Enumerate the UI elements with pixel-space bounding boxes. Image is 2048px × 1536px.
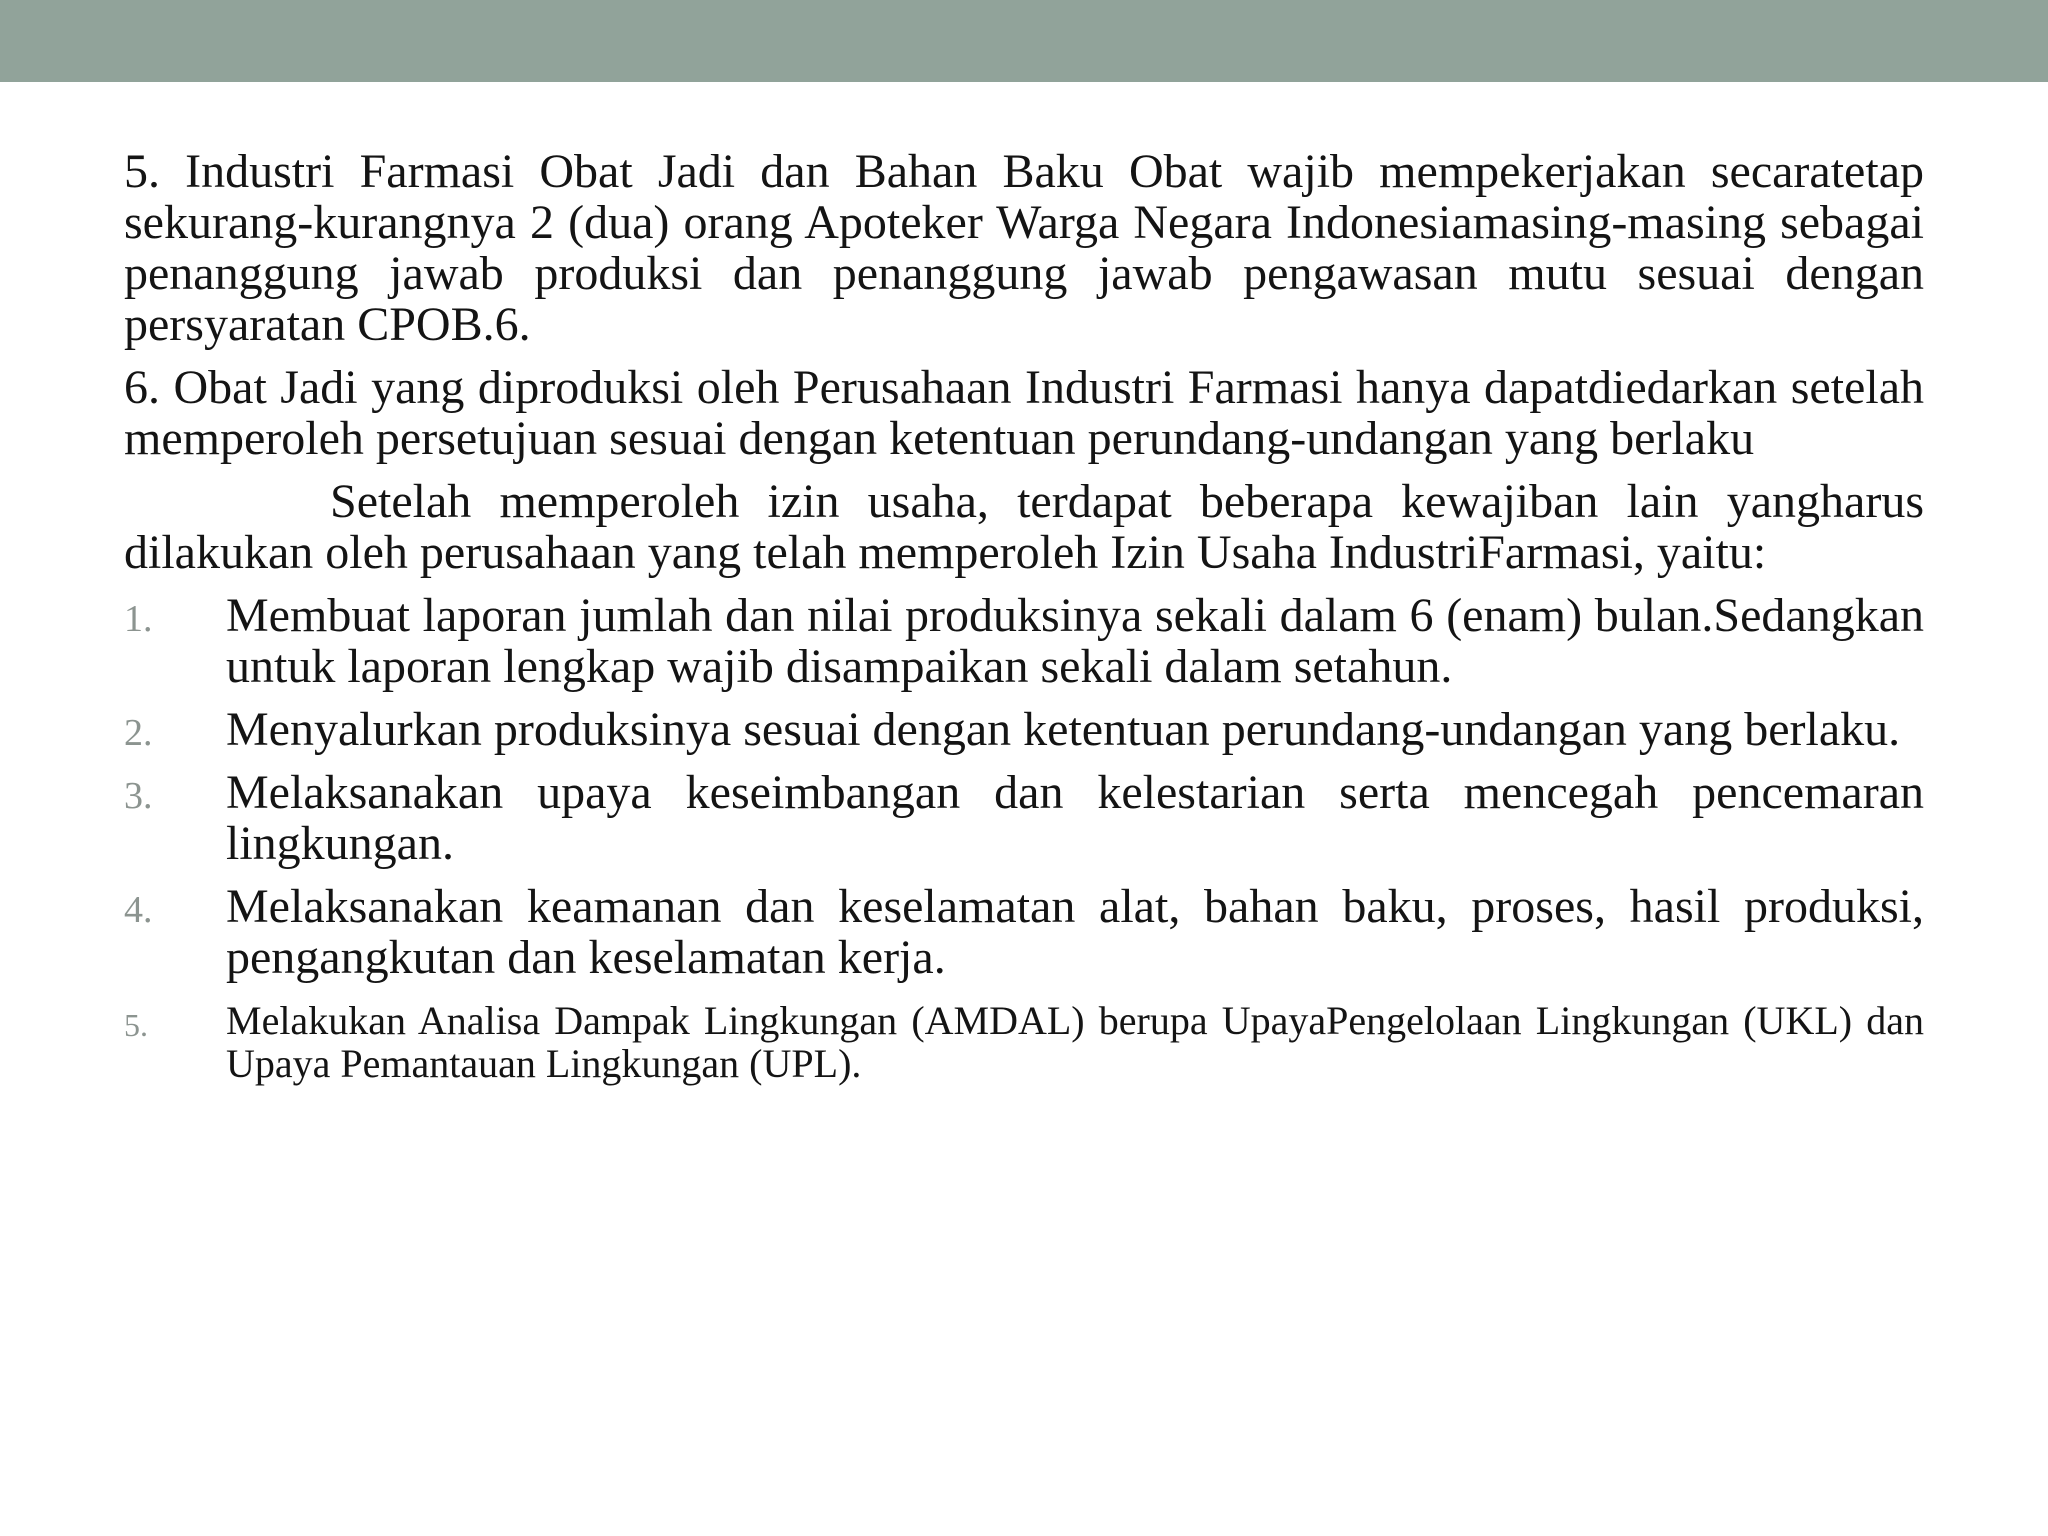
list-number: 2. [124, 712, 153, 754]
list-item [124, 704, 1924, 755]
list-number: 3. [124, 775, 153, 817]
paragraph-point-5: 5. Industri Farmasi Obat Jadi dan Bahan Baku Obat wajib mempekerjakan secaratetap sekurang-kurangnya 2 (dua) orang Apoteker Warga Negara Indonesiamasing-masing sebagai penanggung jawab produksi dan penanggung jawab pengawasan mutu sesuai dengan persyaratan CPOB.6. [124, 145, 1924, 351]
slide-content [124, 146, 1924, 1097]
list-item-text: Menyalurkan produksinya sesuai dengan ketentuan perundang-undangan yang berlaku. [226, 703, 1901, 756]
list-item-text: Melaksanakan upaya keseimbangan dan kelestarian serta mencegah pencemaran lingkungan. [226, 766, 1924, 870]
paragraph-point-6: 6. Obat Jadi yang diproduksi oleh Perusahaan Industri Farmasi hanya dapatdiedarkan setelah memperoleh persetujuan sesuai dengan ketentuan perundang-undangan yang berlaku [124, 361, 1924, 465]
list-item [124, 590, 1924, 692]
list-item-text: Membuat laporan jumlah dan nilai produksinya sekali dalam 6 (enam) bulan.Sedangkan untuk laporan lengkap wajib disampaikan sekali dalam setahun. [226, 589, 1924, 693]
list-number: 5. [124, 1007, 148, 1043]
top-accent-bar [0, 0, 2048, 82]
list-number: 4. [124, 889, 153, 931]
list-item-text: Melakukan Analisa Dampak Lingkungan (AMDAL) berupa UpayaPengelolaan Lingkungan (UKL) dan Upaya Pemantauan Lingkungan (UPL). [226, 998, 1924, 1086]
paragraph-intro: Setelah memperoleh izin usaha, terdapat beberapa kewajiban lain yangharus dilakukan oleh perusahaan yang telah memperoleh Izin Usaha IndustriFarmasi, yaitu: [124, 475, 1924, 579]
list-item [124, 767, 1924, 869]
list-item [124, 999, 1924, 1085]
list-item [124, 881, 1924, 983]
list-number: 1. [124, 598, 153, 640]
list-item-text: Melaksanakan keamanan dan keselamatan alat, bahan baku, proses, hasil produksi, pengangkutan dan keselamatan kerja. [226, 880, 1924, 984]
